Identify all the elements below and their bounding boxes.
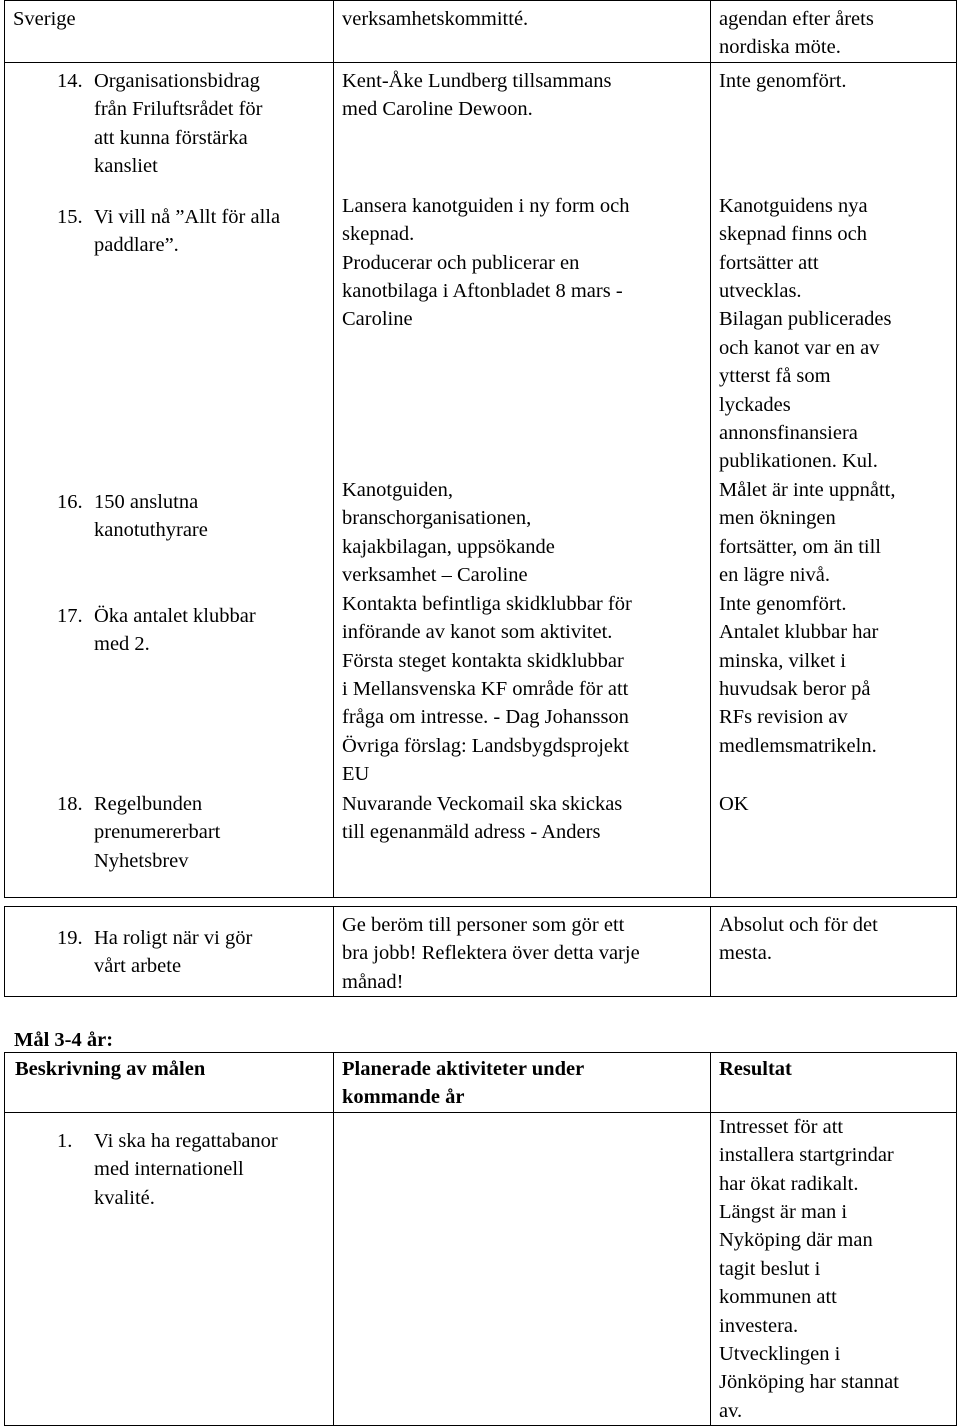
- goal-number: 16.: [57, 490, 83, 513]
- result-line: investera.: [719, 1314, 799, 1337]
- result-line: huvudsak beror på: [719, 678, 871, 701]
- goal-cell: [5, 907, 334, 997]
- header-goal-label: Beskrivning av målen: [15, 1058, 206, 1080]
- goal-item: [5, 924, 333, 981]
- activity-line: Caroline: [342, 308, 413, 331]
- result-line: och kanot var en av: [719, 336, 880, 359]
- table-row: [5, 62, 957, 897]
- result-item: [711, 590, 956, 760]
- activity-item: [334, 192, 710, 334]
- result-line: utvecklas.: [719, 280, 802, 303]
- activity-item: [334, 476, 710, 590]
- activity-line: branschorganisationen,: [342, 507, 532, 530]
- goal-line: kvalité.: [94, 1186, 155, 1209]
- header-activity-line: Planerade aktiviteter under: [342, 1058, 585, 1080]
- result-line: Absolut och för det: [719, 914, 878, 936]
- activity-cell: [334, 1, 711, 63]
- goal-line: med 2.: [94, 633, 150, 656]
- header-result: [711, 1053, 957, 1113]
- goal-line: Organisationsbidrag: [94, 69, 260, 92]
- result-item: [711, 67, 956, 95]
- activity-line: Kent-Åke Lundberg tillsammans: [342, 69, 612, 92]
- result-line: Längst är man i: [719, 1201, 848, 1224]
- activity-line: Ge beröm till personer som gör ett: [342, 914, 625, 936]
- result-line: publikationen. Kul.: [719, 450, 878, 473]
- goal-line: Vi vill nå ”Allt för alla: [94, 205, 281, 228]
- goal-cell: [5, 1, 334, 63]
- goal-number: 14.: [57, 69, 83, 92]
- table-row: [5, 1, 957, 63]
- activity-item: [334, 67, 710, 124]
- goal-cell: [5, 1112, 334, 1425]
- activity-line: Producerar och publicerar en: [342, 251, 580, 274]
- goal-number: 15.: [57, 205, 83, 228]
- result-item: [711, 192, 956, 476]
- result-line: av.: [719, 1399, 743, 1422]
- result-line: kommunen att: [719, 1286, 837, 1309]
- result-line: Antalet klubbar har: [719, 621, 879, 644]
- result-item: [711, 476, 956, 590]
- goal-line: prenumererbart: [94, 821, 221, 844]
- result-line: Nyköping där man: [719, 1229, 873, 1252]
- goal-line: paddlare”.: [94, 234, 179, 257]
- result-line: RFs revision av: [719, 706, 848, 729]
- activity-line: kanotbilaga i Aftonbladet 8 mars -: [342, 280, 623, 303]
- activity-line: månad!: [342, 970, 404, 993]
- result-line: Bilagan publicerades: [719, 308, 892, 331]
- activity-line: med Caroline Dewoon.: [342, 98, 533, 121]
- table-header-row: [5, 1053, 957, 1113]
- goal-line: Regelbunden: [94, 792, 203, 815]
- goal-item: [5, 67, 333, 181]
- goal-number: 1.: [57, 1129, 73, 1152]
- result-line: fortsätter, om än till: [719, 535, 881, 558]
- result-line: Kanotguidens nya: [719, 194, 868, 217]
- result-line: nordiska möte.: [719, 36, 841, 59]
- result-cell: [711, 62, 957, 897]
- activity-line: Övriga förslag: Landsbygdsprojekt: [342, 734, 629, 757]
- activity-cell: [334, 907, 711, 997]
- result-line: tagit beslut i: [719, 1257, 821, 1280]
- goal-item: [5, 790, 333, 875]
- result-line: ytterst få som: [719, 365, 831, 388]
- goal-line: kanotuthyrare: [94, 519, 208, 542]
- goal-line: från Friluftsrådet för: [94, 98, 263, 121]
- activity-line: fråga om intresse. - Dag Johansson: [342, 706, 629, 729]
- result-line: mesta.: [719, 942, 772, 965]
- goal-item: [5, 1127, 333, 1212]
- result-line: annonsfinansiera: [719, 422, 858, 445]
- result-line: minska, vilket i: [719, 649, 846, 672]
- goal-cell: [5, 62, 334, 897]
- goal-number: 17.: [57, 604, 83, 627]
- result-cell: [711, 1, 957, 63]
- activity-line: skepnad.: [342, 223, 415, 246]
- goal-number: 19.: [57, 927, 83, 949]
- result-line: fortsätter att: [719, 251, 819, 274]
- header-activity-line: kommande år: [342, 1086, 465, 1109]
- result-line: lyckades: [719, 393, 791, 416]
- activity-line: Kontakta befintliga skidklubbar för: [342, 592, 632, 615]
- activity-line: EU: [342, 763, 370, 786]
- result-cell: [711, 1112, 957, 1425]
- result-line: Jönköping har stannat: [719, 1371, 899, 1394]
- activity-line: Lansera kanotguiden i ny form och: [342, 194, 630, 217]
- goal-line: med internationell: [94, 1158, 244, 1181]
- result-item: [711, 790, 956, 818]
- result-line: OK: [719, 792, 749, 815]
- goal-item: [5, 602, 333, 659]
- activity-line: kajakbilagan, uppsökande: [342, 535, 555, 558]
- activity-cell: [334, 1112, 711, 1425]
- result-line: Inte genomfört.: [719, 592, 847, 615]
- activity-line: införande av kanot som aktivitet.: [342, 621, 613, 644]
- goal-item: [5, 203, 333, 260]
- header-goal: [5, 1053, 334, 1113]
- activity-line: Kanotguiden,: [342, 478, 454, 501]
- result-line: agendan efter årets: [719, 8, 874, 30]
- activity-line: Nuvarande Veckomail ska skickas: [342, 792, 623, 815]
- table-row: [5, 907, 957, 997]
- result-line: skepnad finns och: [719, 223, 868, 246]
- goal-line: Öka antalet klubbar: [94, 604, 256, 627]
- activity-cell: [334, 62, 711, 897]
- activity-line: till egenanmäld adress - Anders: [342, 821, 601, 844]
- result-line: har ökat radikalt.: [719, 1172, 859, 1195]
- result-line: Utvecklingen i: [719, 1343, 841, 1366]
- result-line: men ökningen: [719, 507, 836, 530]
- activity-line: verksamhetskommitté.: [342, 8, 529, 30]
- header-activity: [334, 1053, 711, 1113]
- goal-line: 150 anslutna: [94, 490, 199, 513]
- goals-table-1: [4, 0, 957, 898]
- result-line: installera startgrindar: [719, 1144, 894, 1167]
- goal-line: att kunna förstärka: [94, 126, 248, 149]
- goal-item: [5, 488, 333, 545]
- result-line: medlemsmatrikeln.: [719, 734, 877, 757]
- table-row: [5, 1112, 957, 1425]
- activity-line: i Mellansvenska KF område för att: [342, 678, 629, 701]
- activity-line: bra jobb! Reflektera över detta varje: [342, 942, 640, 965]
- goals-table-3: [4, 1052, 957, 1426]
- goal-line: kansliet: [94, 155, 158, 178]
- goal-line: vårt arbete: [94, 955, 182, 978]
- result-cell: [711, 907, 957, 997]
- activity-line: Första steget kontakta skidklubbar: [342, 649, 624, 672]
- result-line: en lägre nivå.: [719, 564, 830, 587]
- goal-number: 18.: [57, 792, 83, 815]
- result-line: Målet är inte uppnått,: [719, 478, 896, 501]
- activity-item: [334, 790, 710, 847]
- goal-line: Nyhetsbrev: [94, 849, 189, 872]
- section-title: Mål 3-4 år:: [14, 1029, 114, 1051]
- goal-line: Ha roligt när vi gör: [94, 927, 253, 949]
- header-result-label: Resultat: [719, 1058, 792, 1080]
- result-line: Intresset för att: [719, 1115, 844, 1138]
- goal-text: Sverige: [13, 8, 76, 30]
- result-line: Inte genomfört.: [719, 69, 847, 92]
- activity-item: [334, 590, 710, 789]
- activity-line: verksamhet – Caroline: [342, 564, 528, 587]
- goal-line: Vi ska ha regattabanor: [94, 1129, 278, 1152]
- goals-table-2: [4, 906, 957, 997]
